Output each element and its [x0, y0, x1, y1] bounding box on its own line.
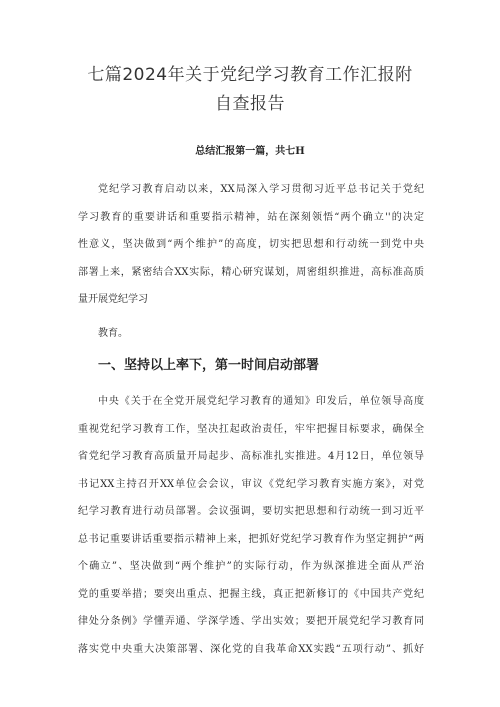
- document-subtitle: 总结汇报第一篇，共七H: [195, 146, 305, 157]
- intro-line: 性意义，坚决做到“两个维护”的高度，切实把思想和行动统一到党中央: [78, 239, 424, 250]
- section-1-line: 纪学习教育进行动员部署。会议强调，要切实把思想和行动统一到习近平: [78, 506, 424, 517]
- section-1-paragraph: [78, 388, 424, 663]
- section-1-line: 个确立”、坚决做到“两个维护”的实际行动，作为纵深推进全面从严治: [78, 561, 424, 572]
- section-1-heading: 一、坚持以上率下，第一时间启动部署: [98, 358, 320, 373]
- document-title-line-2: 自查报告: [215, 94, 285, 114]
- intro-tail-line: 教育。: [98, 328, 128, 339]
- intro-tail-paragraph: [78, 320, 424, 348]
- intro-paragraph: [78, 176, 424, 314]
- document-title-line-1: 七篇2024年关于党纪学习教育工作汇报附: [87, 65, 413, 85]
- section-1-line: 中央《关于在全党开展党纪学习教育的通知》印发后，单位领导高度: [98, 396, 424, 407]
- intro-line: 量开展党纪学习: [78, 294, 148, 305]
- intro-line: 部署上来，紧密结合XX实际，精心研究谋划，周密组织推进，高标准高质: [78, 266, 424, 278]
- intro-line: 学习教育的重要讲话和重要指示精神，站在深刻领悟“两个确立''的决定: [78, 211, 424, 223]
- section-1-line: 落实党中央重大决策部署、深化党的自我革命XX实践“五项行动”、抓好: [78, 643, 424, 655]
- section-1-line: 重视党纪学习教育工作，坚决扛起政治责任，牢牢把握目标要求，确保全: [78, 423, 424, 435]
- section-1-line: 总书记重要讲话重要指示精神上来，把抓好党纪学习教育作为坚定拥护“两: [78, 533, 424, 545]
- section-1-line: 书记XX主持召开XX单位会会议，审议《党纪学习教育实施方案》，对党: [78, 478, 424, 490]
- section-1-line: 律处分条例》学懂弄通、学深学透、学出实效；要把开展党纪学习教育同: [78, 616, 424, 627]
- intro-line: 党纪学习教育启动以来，XX局深入学习贯彻习近平总书记关于党纪: [98, 184, 424, 195]
- section-1-line: 党的重要举措；要突出重点、把握主线，真正把新修订的《中国共产党纪: [78, 588, 424, 600]
- section-1-line: 省党纪学习教育高质量开局起步、高标准扎实推进。4月12日，单位领导: [78, 451, 424, 462]
